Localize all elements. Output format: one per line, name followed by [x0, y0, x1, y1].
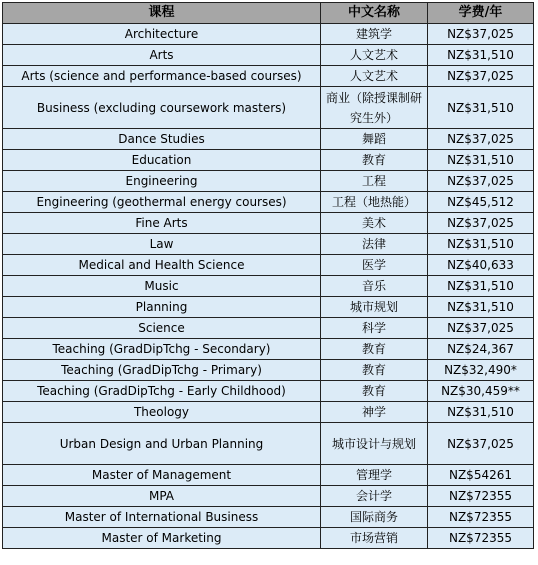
chinese-name-cell: 科学 [321, 318, 428, 339]
table-row [3, 276, 534, 297]
table-row [3, 381, 534, 402]
chinese-name-cell: 神学 [321, 402, 428, 423]
table-row [3, 150, 534, 171]
chinese-name-cell: 管理学 [321, 465, 428, 486]
course-cell: Architecture [3, 24, 321, 45]
fee-cell: NZ$37,025 [428, 423, 534, 465]
fee-cell: NZ$72355 [428, 507, 534, 528]
table-row [3, 402, 534, 423]
table-row [3, 339, 534, 360]
fee-cell: NZ$31,510 [428, 276, 534, 297]
chinese-name-cell: 教育 [321, 150, 428, 171]
chinese-name-cell: 国际商务 [321, 507, 428, 528]
fee-cell: NZ$37,025 [428, 66, 534, 87]
chinese-name-cell: 人文艺术 [321, 66, 428, 87]
table-row [3, 297, 534, 318]
course-cell: Master of Marketing [3, 528, 321, 549]
chinese-name-cell: 工程（地热能） [321, 192, 428, 213]
chinese-name-cell: 城市设计与规划 [321, 423, 428, 465]
table-row [3, 87, 534, 129]
course-cell: Arts (science and performance-based courses) [3, 66, 321, 87]
course-cell: Law [3, 234, 321, 255]
header-chinese-name: 中文名称 [321, 3, 428, 24]
table-row [3, 171, 534, 192]
chinese-name-cell: 商业（除授课制研究生外） [321, 87, 428, 129]
course-cell: MPA [3, 486, 321, 507]
table-row [3, 360, 534, 381]
fee-cell: NZ$31,510 [428, 402, 534, 423]
fee-cell: NZ$30,459** [428, 381, 534, 402]
table-row [3, 24, 534, 45]
table-row [3, 129, 534, 150]
fee-cell: NZ$31,510 [428, 45, 534, 66]
header-annual-fee: 学费/年 [428, 3, 534, 24]
table-row [3, 255, 534, 276]
table-row [3, 45, 534, 66]
fee-cell: NZ$32,490* [428, 360, 534, 381]
fee-cell: NZ$37,025 [428, 318, 534, 339]
chinese-name-cell: 音乐 [321, 276, 428, 297]
fee-cell: NZ$37,025 [428, 213, 534, 234]
header-row [3, 3, 534, 24]
table-header [3, 3, 534, 24]
table-row [3, 528, 534, 549]
table-row [3, 465, 534, 486]
table-row [3, 234, 534, 255]
fee-cell: NZ$31,510 [428, 150, 534, 171]
course-cell: Urban Design and Urban Planning [3, 423, 321, 465]
header-course: 课程 [3, 3, 321, 24]
table-row [3, 507, 534, 528]
chinese-name-cell: 工程 [321, 171, 428, 192]
fee-cell: NZ$37,025 [428, 129, 534, 150]
course-cell: Master of International Business [3, 507, 321, 528]
chinese-name-cell: 市场营销 [321, 528, 428, 549]
fee-cell: NZ$40,633 [428, 255, 534, 276]
table-row [3, 486, 534, 507]
chinese-name-cell: 美术 [321, 213, 428, 234]
course-cell: Teaching (GradDipTchg - Secondary) [3, 339, 321, 360]
course-cell: Master of Management [3, 465, 321, 486]
course-cell: Teaching (GradDipTchg - Early Childhood) [3, 381, 321, 402]
course-cell: Teaching (GradDipTchg - Primary) [3, 360, 321, 381]
table-row [3, 423, 534, 465]
table-body [3, 24, 534, 549]
chinese-name-cell: 城市规划 [321, 297, 428, 318]
course-cell: Engineering [3, 171, 321, 192]
table-row [3, 66, 534, 87]
fee-cell: NZ$31,510 [428, 297, 534, 318]
course-cell: Music [3, 276, 321, 297]
course-cell: Science [3, 318, 321, 339]
chinese-name-cell: 医学 [321, 255, 428, 276]
table-row [3, 318, 534, 339]
course-cell: Dance Studies [3, 129, 321, 150]
course-cell: Business (excluding coursework masters) [3, 87, 321, 129]
fee-cell: NZ$45,512 [428, 192, 534, 213]
chinese-name-cell: 会计学 [321, 486, 428, 507]
course-cell: Fine Arts [3, 213, 321, 234]
course-cell: Education [3, 150, 321, 171]
chinese-name-cell: 教育 [321, 360, 428, 381]
fee-cell: NZ$72355 [428, 486, 534, 507]
chinese-name-cell: 教育 [321, 339, 428, 360]
chinese-name-cell: 建筑学 [321, 24, 428, 45]
course-cell: Theology [3, 402, 321, 423]
course-cell: Planning [3, 297, 321, 318]
chinese-name-cell: 教育 [321, 381, 428, 402]
course-cell: Arts [3, 45, 321, 66]
chinese-name-cell: 舞蹈 [321, 129, 428, 150]
table-row [3, 192, 534, 213]
course-cell: Engineering (geothermal energy courses) [3, 192, 321, 213]
fee-cell: NZ$72355 [428, 528, 534, 549]
fee-cell: NZ$37,025 [428, 171, 534, 192]
fee-cell: NZ$24,367 [428, 339, 534, 360]
course-cell: Medical and Health Science [3, 255, 321, 276]
tuition-table [2, 2, 534, 549]
fee-cell: NZ$31,510 [428, 234, 534, 255]
table-row [3, 213, 534, 234]
fee-cell: NZ$54261 [428, 465, 534, 486]
chinese-name-cell: 人文艺术 [321, 45, 428, 66]
fee-cell: NZ$31,510 [428, 87, 534, 129]
fee-cell: NZ$37,025 [428, 24, 534, 45]
chinese-name-cell: 法律 [321, 234, 428, 255]
